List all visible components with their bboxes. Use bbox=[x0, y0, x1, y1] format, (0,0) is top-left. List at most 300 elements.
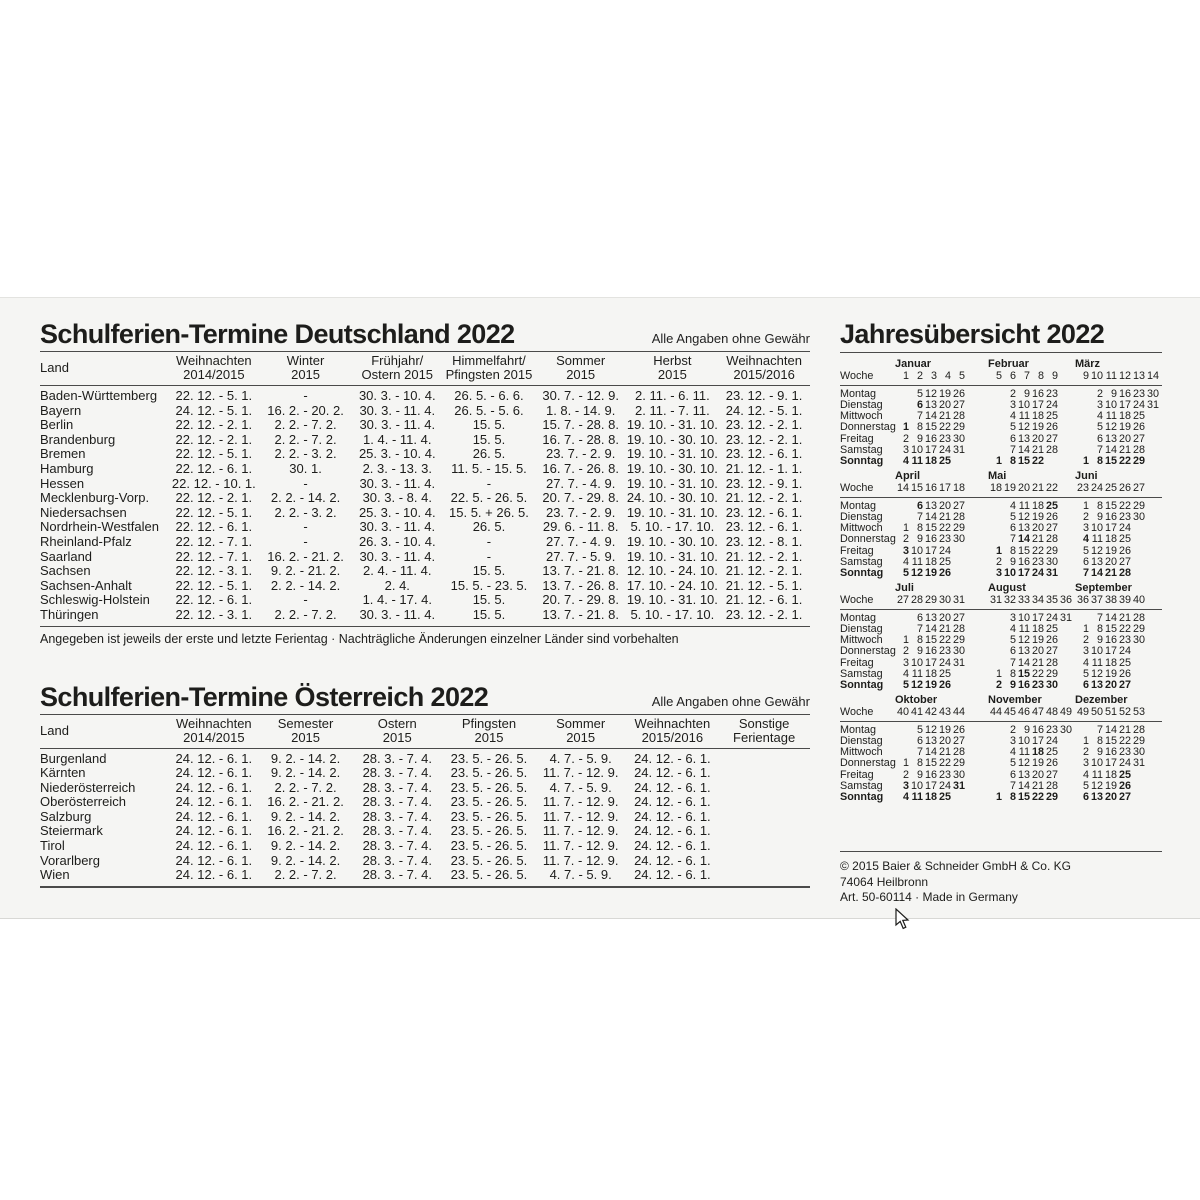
date-cell bbox=[718, 810, 810, 825]
table-row bbox=[40, 535, 810, 550]
month-name: Dezember bbox=[1075, 694, 1128, 706]
day-number-row bbox=[895, 568, 965, 579]
day-number: 28 bbox=[1118, 567, 1131, 580]
day-number: 12 bbox=[1017, 421, 1030, 434]
day-number: 18 bbox=[989, 482, 1002, 494]
woche-label: Woche bbox=[840, 482, 874, 494]
day-number: 2 bbox=[902, 768, 909, 781]
column-header: Sonstige Ferientage bbox=[733, 715, 796, 745]
date-cell: 24. 12. - 6. 1. bbox=[634, 868, 711, 883]
land-cell: Bayern bbox=[40, 403, 82, 418]
oesterreich-table bbox=[40, 714, 810, 888]
day-number: 31 bbox=[952, 656, 965, 669]
woche-label: Woche bbox=[840, 594, 874, 606]
day-number: 3 bbox=[1082, 757, 1089, 770]
day-number: 8 bbox=[916, 421, 923, 434]
day-number: 21 bbox=[1031, 533, 1044, 546]
day-number: 18 bbox=[1104, 768, 1117, 781]
day-number: 9 bbox=[1051, 370, 1058, 382]
date-cell: 22. 12. - 7. 1. bbox=[175, 534, 253, 549]
day-number: 28 bbox=[1132, 444, 1145, 456]
day-number: 5 bbox=[958, 370, 965, 382]
date-cell: 13. 7. - 21. 8. bbox=[542, 607, 619, 622]
day-number: 9 bbox=[916, 533, 923, 546]
day-number: 4 bbox=[902, 791, 909, 804]
weekday-label: Freitag bbox=[840, 768, 874, 781]
month-name: Januar bbox=[895, 358, 932, 370]
day-number: 5 bbox=[916, 723, 923, 736]
day-number: 1 bbox=[902, 522, 909, 535]
day-number: 13 bbox=[924, 398, 937, 411]
date-cell: 23. 12. - 9. 1. bbox=[725, 476, 803, 491]
day-number: 20 bbox=[938, 499, 951, 512]
land-cell: Vorarlberg bbox=[40, 853, 100, 868]
ferien-section bbox=[40, 319, 810, 888]
quarter-block bbox=[840, 358, 1162, 470]
column-header: Semester 2015 bbox=[277, 715, 334, 745]
day-number: 11 bbox=[911, 791, 923, 804]
date-cell: 13. 7. - 21. 8. bbox=[542, 564, 619, 579]
weekday-label: Sonntag bbox=[840, 791, 884, 804]
day-number: 12 bbox=[1090, 780, 1103, 792]
date-cell: 24. 12. - 6. 1. bbox=[634, 839, 711, 854]
date-cell: 24. 12. - 6. 1. bbox=[634, 853, 711, 868]
imprint-line-3: Art. 50-60114 · Made in Germany bbox=[840, 890, 1018, 904]
day-number: 15 bbox=[1104, 734, 1117, 747]
date-cell: 23. 5. - 26. 5. bbox=[450, 868, 528, 883]
day-number: 39 bbox=[1118, 594, 1131, 606]
day-number-row bbox=[895, 422, 965, 433]
day-number: 3 bbox=[1009, 611, 1016, 624]
land-cell: Burgenland bbox=[40, 750, 107, 766]
day-number: 25 bbox=[938, 455, 951, 468]
column-header: Himmelfahrt/ Pfingsten 2015 bbox=[445, 353, 533, 382]
table-row bbox=[40, 766, 810, 781]
day-number: 24 bbox=[1045, 734, 1058, 747]
day-number: 1 bbox=[902, 421, 909, 434]
day-number: 14 bbox=[1104, 444, 1117, 456]
date-cell: 22. 12. - 2. 1. bbox=[175, 491, 253, 506]
table-row bbox=[40, 839, 810, 854]
day-number: 8 bbox=[916, 522, 923, 535]
day-number: 14 bbox=[924, 746, 937, 759]
date-cell: 23. 5. - 26. 5. bbox=[450, 853, 528, 868]
day-number: 29 bbox=[1132, 622, 1145, 635]
day-number: 16 bbox=[1104, 634, 1117, 647]
weekday-label: Freitag bbox=[840, 432, 874, 445]
date-cell: 28. 3. - 7. 4. bbox=[362, 824, 432, 839]
day-number: 6 bbox=[1082, 791, 1089, 804]
day-number: 8 bbox=[1009, 544, 1016, 557]
day-number: 28 bbox=[1045, 780, 1058, 792]
day-number: 10 bbox=[1003, 567, 1016, 580]
day-number-row bbox=[988, 624, 1072, 635]
date-cell: - bbox=[486, 549, 492, 564]
day-number: 4 bbox=[1082, 533, 1089, 546]
day-number: 27 bbox=[896, 594, 909, 606]
day-number: 3 bbox=[1082, 522, 1089, 535]
day-number: 19 bbox=[1031, 757, 1044, 770]
land-cell: Berlin bbox=[40, 418, 74, 433]
day-number-row bbox=[988, 770, 1072, 781]
day-number: 18 bbox=[952, 482, 965, 494]
day-number: 12 bbox=[1090, 544, 1103, 557]
day-number: 11 bbox=[1091, 533, 1103, 546]
date-cell: 9. 2. - 14. 2. bbox=[270, 839, 341, 854]
day-number: 15 bbox=[910, 482, 923, 494]
date-cell: 23. 5. - 26. 5. bbox=[450, 766, 528, 781]
date-cell: 24. 12. - 6. 1. bbox=[634, 750, 711, 766]
day-number: 25 bbox=[1132, 410, 1145, 423]
day-number: 20 bbox=[1104, 556, 1117, 568]
day-number: 29 bbox=[1045, 668, 1058, 680]
oesterreich-disclaimer: Alle Angaben ohne Gewähr bbox=[651, 693, 810, 709]
day-number: 5 bbox=[916, 387, 923, 400]
day-number-row bbox=[895, 680, 965, 691]
weekday-label: Donnerstag bbox=[840, 533, 896, 546]
date-cell: 11. 5. - 15. 5. bbox=[451, 461, 527, 476]
day-number: 8 bbox=[1009, 455, 1016, 468]
date-cell: 19. 10. - 30. 10. bbox=[626, 461, 718, 476]
day-number: 3 bbox=[930, 370, 937, 382]
day-number-row bbox=[1075, 371, 1159, 382]
day-number: 25 bbox=[1118, 768, 1131, 781]
day-number: 31 bbox=[952, 594, 965, 606]
day-number: 3 bbox=[902, 656, 909, 669]
day-number: 4 bbox=[902, 556, 909, 568]
day-number: 24 bbox=[938, 780, 951, 792]
day-number-row bbox=[988, 568, 1058, 579]
day-number: 27 bbox=[1045, 645, 1058, 658]
date-cell: 24. 12. - 6. 1. bbox=[175, 795, 253, 810]
day-number: 16 bbox=[1017, 556, 1030, 568]
day-number-row bbox=[895, 371, 965, 382]
day-number: 26 bbox=[1045, 757, 1058, 770]
date-cell: 23. 5. - 26. 5. bbox=[450, 795, 528, 810]
table-row bbox=[40, 748, 810, 766]
day-number: 12 bbox=[1104, 421, 1117, 434]
day-number-row bbox=[1075, 568, 1145, 579]
land-cell: Schleswig-Holstein bbox=[40, 593, 150, 608]
day-number: 52 bbox=[1118, 706, 1131, 718]
day-number: 21 bbox=[1031, 482, 1044, 494]
day-number: 22 bbox=[1045, 482, 1058, 494]
day-number: 2 bbox=[1009, 387, 1016, 400]
day-number: 22 bbox=[938, 421, 951, 434]
day-number: 29 bbox=[1045, 544, 1058, 557]
day-number: 15 bbox=[1017, 791, 1030, 804]
deutschland-disclaimer: Alle Angaben ohne Gewähr bbox=[651, 331, 810, 346]
week-rule bbox=[840, 497, 1162, 498]
day-number: 16 bbox=[1031, 387, 1044, 400]
date-cell: 11. 7. - 12. 9. bbox=[542, 824, 619, 839]
day-number: 18 bbox=[1104, 656, 1117, 669]
day-number: 46 bbox=[1017, 706, 1030, 718]
date-cell: 28. 3. - 7. 4. bbox=[362, 780, 432, 795]
day-number-row bbox=[1075, 534, 1145, 545]
day-number: 4 bbox=[944, 370, 951, 382]
day-number: 24 bbox=[938, 444, 951, 456]
day-number: 3 bbox=[995, 567, 1002, 580]
day-number: 49 bbox=[1059, 706, 1072, 718]
date-cell: 2. 3. - 13. 3. bbox=[362, 461, 432, 476]
weekday-label: Donnerstag bbox=[840, 645, 896, 658]
day-number: 16 bbox=[924, 432, 937, 445]
day-number: 29 bbox=[924, 594, 937, 606]
day-number: 22 bbox=[938, 522, 951, 535]
day-number: 21 bbox=[938, 622, 951, 635]
date-cell bbox=[718, 766, 810, 781]
date-cell: 23. 12. - 6. 1. bbox=[725, 520, 803, 535]
day-number-row bbox=[1075, 680, 1145, 691]
day-number: 4 bbox=[902, 455, 909, 468]
date-cell: 19. 10. - 30. 10. bbox=[626, 534, 718, 549]
day-number: 26 bbox=[1132, 421, 1145, 434]
day-number: 29 bbox=[952, 522, 965, 535]
date-cell: 15. 5. bbox=[472, 564, 506, 579]
day-number: 5 bbox=[995, 370, 1002, 382]
day-number-row bbox=[1075, 792, 1145, 803]
column-header: Ostern 2015 bbox=[377, 715, 417, 745]
weekday-label: Freitag bbox=[840, 544, 874, 557]
day-number: 4 bbox=[1009, 622, 1016, 635]
day-number: 20 bbox=[1104, 679, 1117, 692]
day-number: 28 bbox=[952, 510, 965, 523]
day-number: 7 bbox=[916, 510, 923, 523]
day-number: 25 bbox=[1045, 622, 1058, 635]
date-cell: 24. 12. - 6. 1. bbox=[634, 766, 711, 781]
day-number: 1 bbox=[902, 634, 909, 647]
day-number: 19 bbox=[938, 387, 951, 400]
day-number: 7 bbox=[916, 622, 923, 635]
date-cell: 15. 5. - 23. 5. bbox=[450, 578, 528, 593]
day-number: 13 bbox=[1017, 432, 1030, 445]
date-cell: 22. 12. - 6. 1. bbox=[175, 461, 253, 476]
day-number: 23 bbox=[1031, 679, 1044, 692]
day-number: 10 bbox=[1090, 522, 1103, 535]
date-cell: 30. 7. - 12. 9. bbox=[542, 388, 619, 403]
day-number: 22 bbox=[1118, 622, 1131, 635]
day-number: 5 bbox=[1082, 780, 1089, 792]
day-number: 26 bbox=[1045, 634, 1058, 647]
day-number-row bbox=[988, 371, 1058, 382]
date-cell: 15. 5. + 26. 5. bbox=[449, 505, 529, 520]
day-number: 25 bbox=[1118, 656, 1131, 669]
day-number: 4 bbox=[902, 668, 909, 680]
land-cell: Oberösterreich bbox=[40, 795, 126, 810]
day-number: 25 bbox=[1045, 499, 1058, 512]
day-number: 17 bbox=[938, 482, 951, 494]
date-cell: 30. 3. - 11. 4. bbox=[359, 607, 436, 622]
day-number: 21 bbox=[1031, 656, 1044, 669]
day-number: 30 bbox=[1132, 634, 1145, 647]
weekday-label: Samstag bbox=[840, 780, 883, 792]
date-cell: 19. 10. - 31. 10. bbox=[626, 418, 718, 433]
date-cell: 23. 5. - 26. 5. bbox=[450, 780, 528, 795]
date-cell: 5. 10. - 17. 10. bbox=[630, 607, 715, 622]
day-number: 12 bbox=[924, 723, 937, 736]
day-number-row bbox=[1075, 483, 1145, 494]
date-cell: 23. 12. - 6. 1. bbox=[725, 505, 803, 520]
day-number: 12 bbox=[1090, 668, 1103, 680]
day-number-row bbox=[895, 707, 965, 718]
date-cell: 16. 7. - 26. 8. bbox=[542, 461, 619, 476]
date-cell: 2. 2. - 3. 2. bbox=[274, 447, 337, 462]
land-cell: Salzburg bbox=[40, 809, 92, 824]
day-number: 33 bbox=[1017, 594, 1030, 606]
day-number: 37 bbox=[1090, 594, 1103, 606]
weekday-label: Dienstag bbox=[840, 734, 883, 747]
day-number: 6 bbox=[1082, 556, 1089, 568]
title-rule bbox=[840, 352, 1162, 353]
day-number: 13 bbox=[1017, 522, 1030, 535]
date-cell: 2. 4. - 11. 4. bbox=[363, 564, 432, 579]
week-rule bbox=[840, 609, 1162, 610]
day-number: 9 bbox=[916, 645, 923, 658]
date-cell: 21. 12. - 2. 1. bbox=[725, 549, 803, 564]
date-cell: 12. 10. - 24. 10. bbox=[626, 564, 718, 579]
header-row bbox=[40, 714, 810, 748]
day-number: 23 bbox=[1118, 634, 1131, 647]
day-number: 42 bbox=[924, 706, 937, 718]
day-number: 23 bbox=[938, 533, 951, 546]
date-cell: 21. 12. - 2. 1. bbox=[725, 491, 803, 506]
day-number: 16 bbox=[1118, 387, 1131, 400]
land-cell: Mecklenburg-Vorp. bbox=[40, 491, 150, 506]
jahresuebersicht-section bbox=[840, 319, 1162, 906]
day-number: 11 bbox=[1091, 768, 1103, 781]
day-number: 6 bbox=[1096, 432, 1103, 445]
date-cell: - bbox=[303, 534, 308, 549]
day-number: 28 bbox=[1045, 656, 1058, 669]
day-number-row bbox=[1075, 434, 1159, 445]
day-number: 13 bbox=[924, 611, 937, 624]
day-number: 14 bbox=[1146, 370, 1159, 382]
day-number: 10 bbox=[1017, 398, 1030, 411]
day-number: 16 bbox=[924, 768, 937, 781]
day-number: 10 bbox=[1090, 370, 1103, 382]
date-cell: 9. 2. - 14. 2. bbox=[270, 766, 341, 781]
weekday-label: Sonntag bbox=[840, 567, 884, 580]
day-number: 14 bbox=[924, 622, 937, 635]
day-number: 13 bbox=[1090, 556, 1103, 568]
date-cell: 2. 2. - 3. 2. bbox=[274, 505, 337, 520]
weekday-label: Mittwoch bbox=[840, 410, 883, 423]
day-number: 24 bbox=[938, 656, 951, 669]
day-number-row bbox=[895, 534, 965, 545]
day-number: 21 bbox=[1118, 723, 1131, 736]
day-number: 12 bbox=[924, 387, 937, 400]
day-number: 24 bbox=[1132, 398, 1145, 411]
day-number: 31 bbox=[1146, 398, 1159, 411]
date-cell bbox=[718, 748, 810, 766]
day-number: 1 bbox=[995, 544, 1002, 557]
day-number: 17 bbox=[1031, 734, 1044, 747]
day-number: 24 bbox=[1118, 522, 1131, 535]
day-number: 10 bbox=[1090, 645, 1103, 658]
day-number: 17 bbox=[924, 656, 937, 669]
date-cell bbox=[718, 781, 810, 796]
weekday-label: Freitag bbox=[840, 656, 874, 669]
day-number: 30 bbox=[1045, 556, 1058, 568]
day-number: 12 bbox=[1118, 370, 1131, 382]
column-header: Pfingsten 2015 bbox=[461, 715, 517, 745]
day-number: 17 bbox=[1031, 611, 1044, 624]
day-number: 47 bbox=[1031, 706, 1044, 718]
date-cell: 11. 7. - 12. 9. bbox=[542, 853, 619, 868]
mouse-cursor-icon bbox=[895, 908, 910, 930]
date-cell: 30. 3. - 11. 4. bbox=[359, 476, 436, 491]
day-number: 21 bbox=[938, 510, 951, 523]
day-number: 29 bbox=[1132, 734, 1145, 747]
day-number: 19 bbox=[1031, 634, 1044, 647]
date-cell: 9. 2. - 14. 2. bbox=[270, 853, 341, 868]
day-number: 28 bbox=[952, 622, 965, 635]
date-cell: 22. 12. - 3. 1. bbox=[175, 564, 253, 579]
day-number: 31 bbox=[952, 444, 965, 456]
day-number-row bbox=[988, 758, 1072, 769]
day-number: 7 bbox=[1096, 611, 1103, 624]
day-number: 10 bbox=[910, 656, 923, 669]
date-cell: 2. 2. - 14. 2. bbox=[270, 491, 341, 506]
land-cell: Hessen bbox=[40, 476, 85, 491]
date-cell: 26. 5. - 6. 6. bbox=[454, 388, 524, 403]
day-number: 30 bbox=[1146, 387, 1159, 400]
day-number: 5 bbox=[1009, 634, 1016, 647]
date-cell: 21. 12. - 2. 1. bbox=[725, 564, 803, 579]
date-cell: 27. 7. - 5. 9. bbox=[545, 549, 616, 564]
table-row bbox=[40, 795, 810, 810]
date-cell: 1. 8. - 14. 9. bbox=[545, 403, 616, 418]
land-cell: Rheinland-Pfalz bbox=[40, 534, 132, 549]
date-cell: 24. 12. - 6. 1. bbox=[634, 795, 711, 810]
day-number: 49 bbox=[1076, 706, 1089, 718]
day-number: 25 bbox=[1104, 482, 1117, 494]
day-number: 23 bbox=[938, 432, 951, 445]
day-number: 30 bbox=[952, 645, 965, 658]
day-number: 8 bbox=[916, 634, 923, 647]
day-number: 12 bbox=[1017, 757, 1030, 770]
day-number: 16 bbox=[1104, 746, 1117, 759]
day-number: 14 bbox=[924, 410, 937, 423]
date-cell: 24. 12. - 5. 1. bbox=[725, 403, 803, 418]
table-row bbox=[40, 506, 810, 521]
day-number: 17 bbox=[1118, 398, 1131, 411]
table-row bbox=[40, 433, 810, 448]
table-row bbox=[40, 579, 810, 594]
date-cell: 26. 5. bbox=[472, 447, 506, 462]
day-number: 7 bbox=[1009, 656, 1016, 669]
day-number: 9 bbox=[1009, 679, 1016, 692]
day-number: 24 bbox=[1045, 398, 1058, 411]
land-cell: Brandenburg bbox=[40, 432, 116, 447]
day-number: 27 bbox=[1045, 522, 1058, 535]
column-header: Weihnachten 2014/2015 bbox=[176, 353, 252, 382]
day-number: 17 bbox=[1031, 398, 1044, 411]
date-cell: 22. 12. - 2. 1. bbox=[175, 418, 253, 433]
date-cell: 4. 7. - 5. 9. bbox=[549, 868, 612, 883]
quarter-block bbox=[840, 694, 1162, 806]
day-number: 17 bbox=[1104, 757, 1117, 770]
day-number: 22 bbox=[1031, 791, 1044, 804]
day-number: 2 bbox=[1009, 723, 1016, 736]
date-cell: 16. 7. - 28. 8. bbox=[542, 432, 619, 447]
date-cell: 2. 2. - 7. 2. bbox=[274, 432, 337, 447]
day-number: 11 bbox=[1018, 499, 1030, 512]
date-cell: 25. 3. - 10. 4. bbox=[358, 505, 436, 520]
day-number: 10 bbox=[1104, 398, 1117, 411]
date-cell: 28. 3. - 7. 4. bbox=[362, 868, 432, 883]
